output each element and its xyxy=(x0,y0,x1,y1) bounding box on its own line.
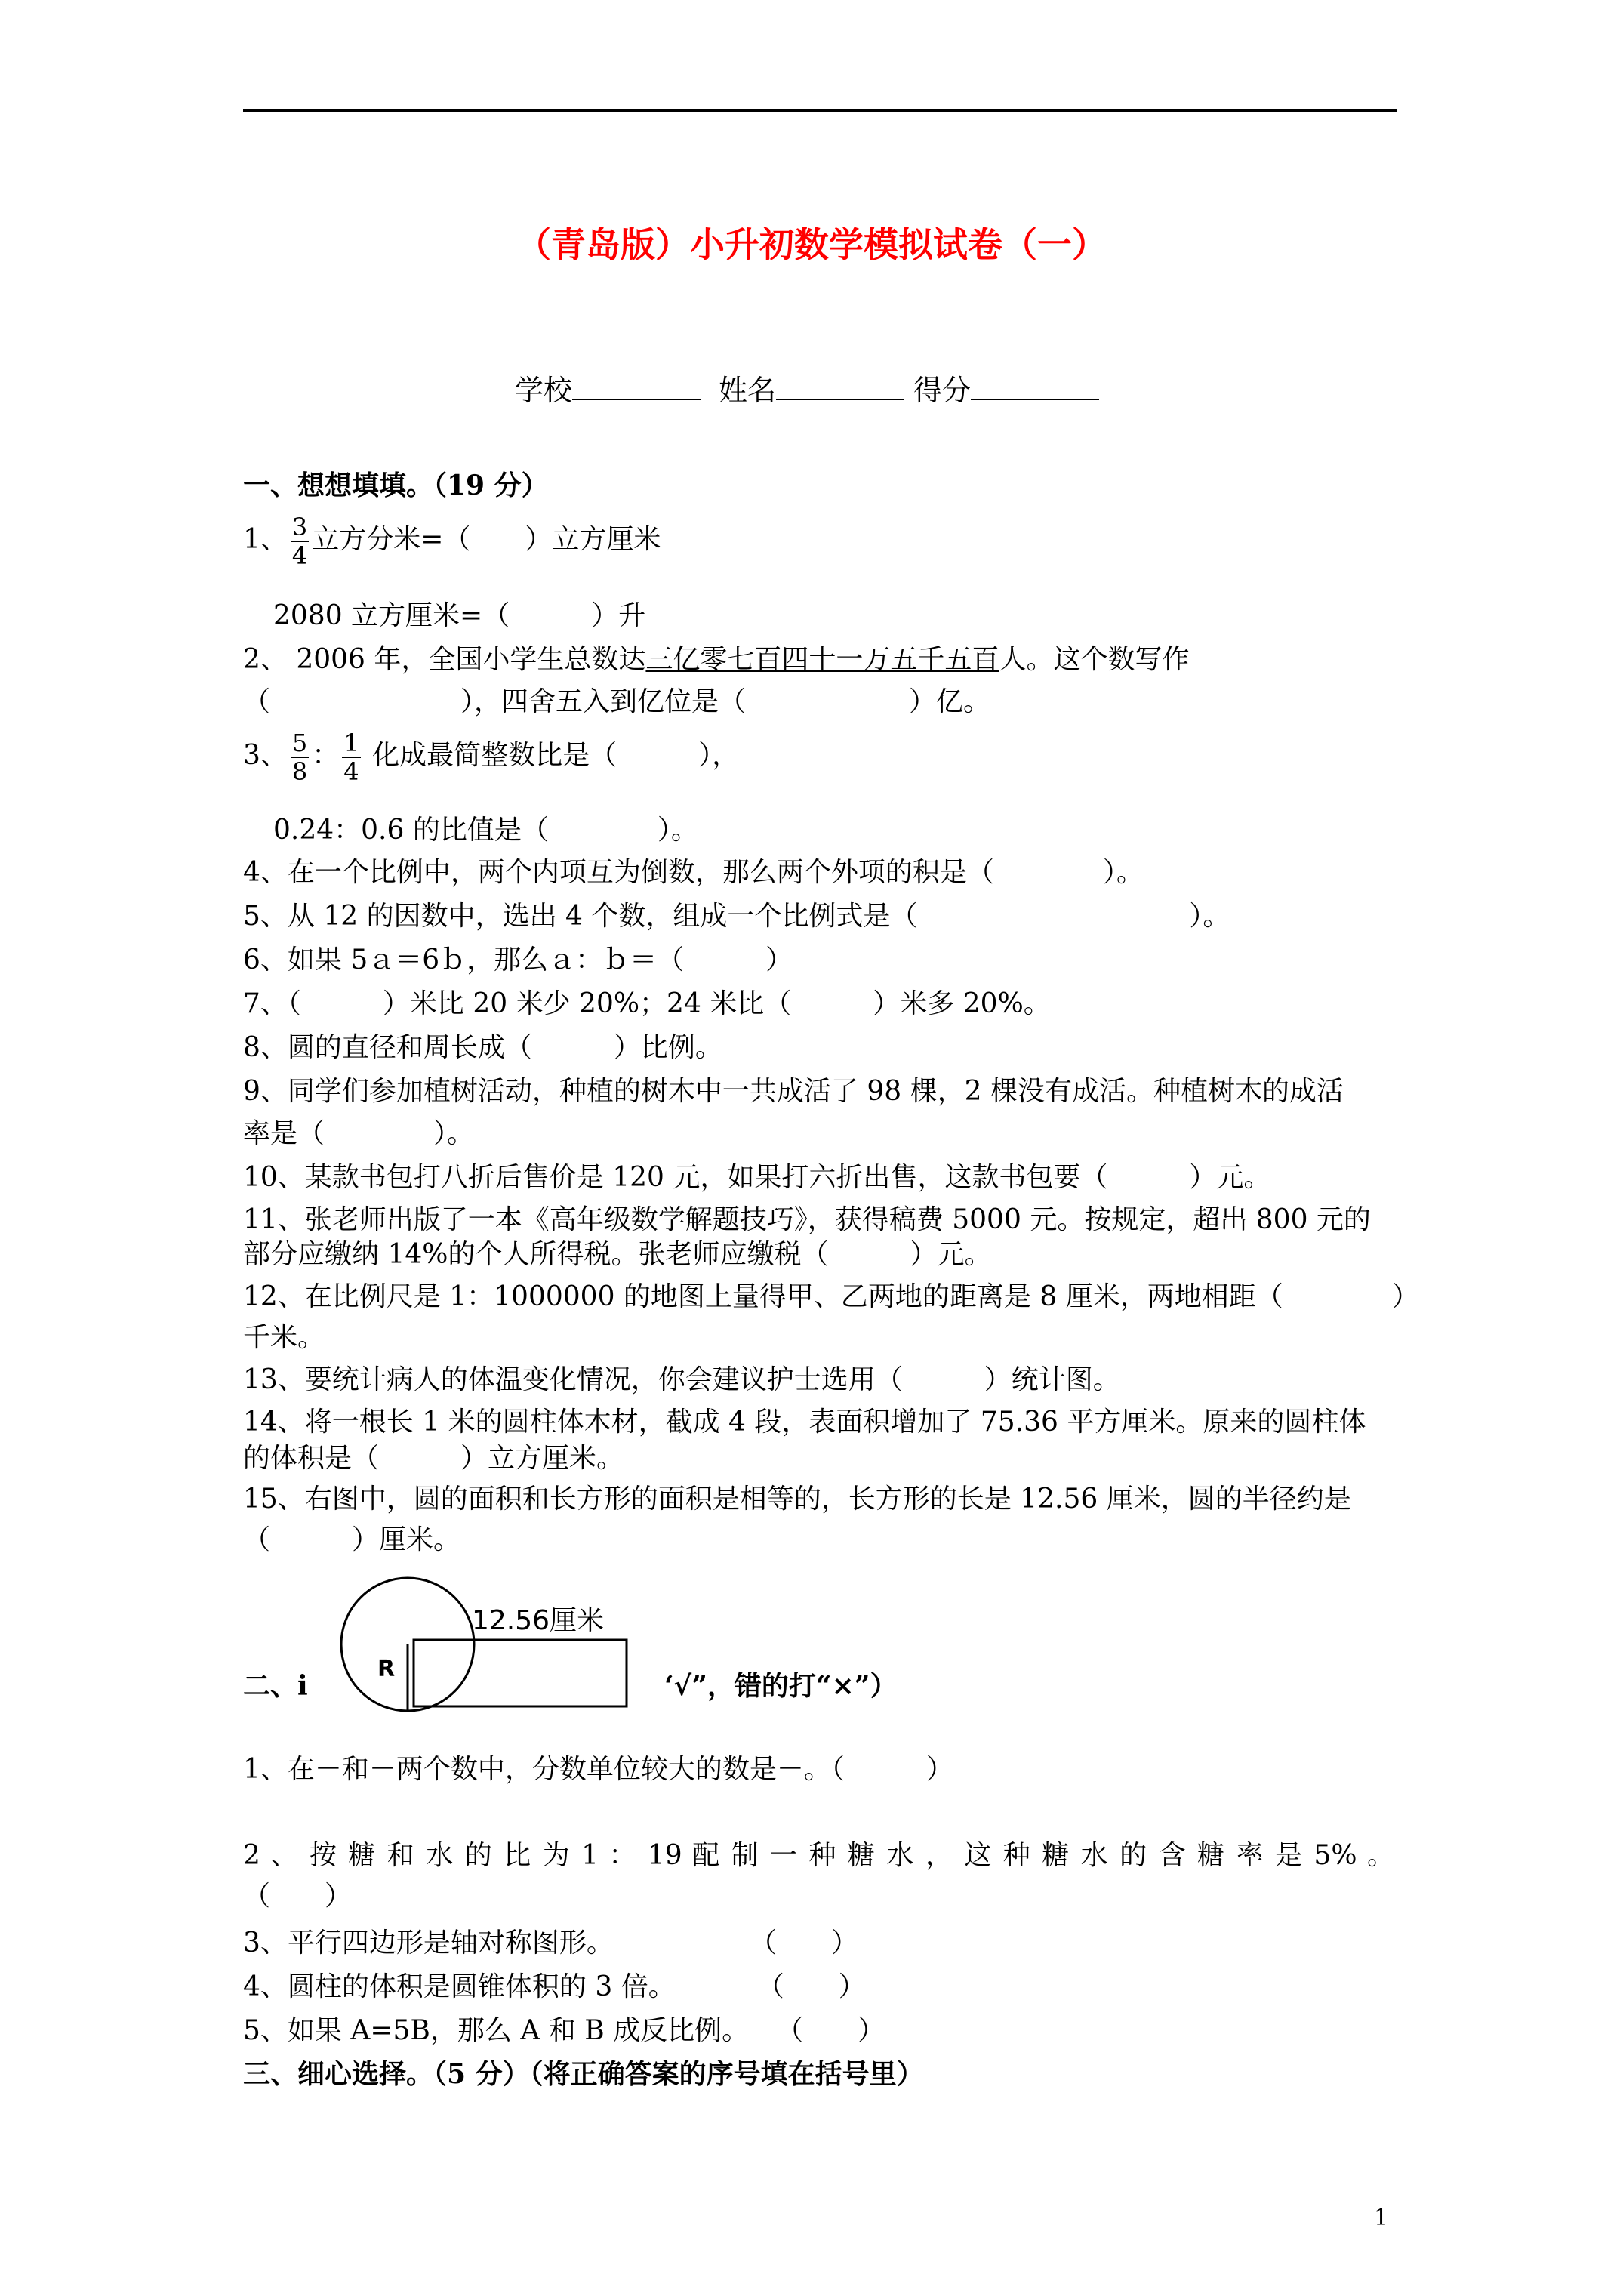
question-11: 11、张老师出版了一本《高年级数学解题技巧》，获得稿费 5000 元。按规定，超出 800 元的 xyxy=(243,1204,1371,1235)
tf-question-1: 1、在－和－两个数中，分数单位较大的数是－。（ ） xyxy=(243,1754,953,1785)
score-blank[interactable] xyxy=(971,373,1099,400)
section1-heading: 一、想想填填。（19 分） xyxy=(243,470,549,501)
question-15-line2: （ ）厘米。 xyxy=(243,1524,461,1555)
tf-question-2: 2 、 按 糖 和 水 的 比 为 1 ： 19 配 制 一 种 糖 水 ， 这 种 糖 水 的 含 糖 率 是 5% 。 xyxy=(243,1840,1394,1871)
question-6: 6、如果 5ａ＝6ｂ，那么ａ：ｂ＝（ ） xyxy=(243,945,793,975)
q2-text-part1: 2、 2006 年，全国小学生总数达 xyxy=(243,644,646,675)
question-5: 5、从 12 的因数中，选出 4 个数，组成一个比例式是（ ）。 xyxy=(243,901,1230,932)
q3-fraction-1 xyxy=(291,731,309,784)
question-7: 7、（ ）米比 20 米少 20%；24 米比（ ）米多 20%。 xyxy=(243,988,1051,1019)
school-blank[interactable] xyxy=(572,373,701,400)
q2-text-part2: 人。这个数写作 xyxy=(999,644,1190,675)
student-info-line xyxy=(0,367,1623,408)
question-14-line2: 的体积是（ ）立方厘米。 xyxy=(243,1443,624,1474)
q3-colon: ： xyxy=(312,740,340,771)
tf-question-3: 3、平行四边形是轴对称图形。 （ ） xyxy=(243,1928,858,1959)
question-14: 14、将一根长 1 米的圆柱体木材，截成 4 段，表面积增加了 75.36 平方厘米。原来的圆柱体 xyxy=(243,1407,1366,1438)
tf-question-5: 5、如果 A=5B，那么 A 和 B 成反比例。 （ ） xyxy=(243,2015,885,2046)
score-label: 得分 xyxy=(913,374,972,407)
figure-radius-label: R xyxy=(377,1656,396,1682)
page-number: 1 xyxy=(1374,2205,1389,2231)
q1-number: 1、 xyxy=(243,524,288,555)
q1-frac-denominator: 4 xyxy=(291,541,308,570)
top-rule xyxy=(243,109,1397,112)
q2-underlined-number: 三亿零七百四十一万五千五百 xyxy=(645,644,999,675)
question-9: 9、同学们参加植树活动，种植的树木中一共成活了 98 棵，2 棵没有成活。种植树木的成活 xyxy=(243,1076,1344,1107)
question-1 xyxy=(243,515,661,568)
question-9-line2: 率是（ ）。 xyxy=(243,1118,475,1149)
question-13: 13、要统计病人的体温变化情况，你会建议护士选用（ ）统计图。 xyxy=(243,1364,1120,1395)
question-4: 4、在一个比例中，两个内项互为倒数，那么两个外项的积是（ ）。 xyxy=(243,857,1144,888)
question-10: 10、某款书包打八折后售价是 120 元，如果打六折出售，这款书包要（ ）元。 xyxy=(243,1162,1271,1193)
question-11-line2: 部分应缴纳 14%的个人所得税。张老师应缴税（ ）元。 xyxy=(243,1239,992,1270)
q3-number: 3、 xyxy=(243,740,288,771)
circle-rectangle-figure xyxy=(332,1570,649,1721)
question-3 xyxy=(243,731,739,784)
q1-text: 立方分米=（ ）立方厘米 xyxy=(312,524,661,555)
tf-question-2-line2: （ ） xyxy=(243,1881,353,1912)
q3-frac2-denominator: 4 xyxy=(343,757,359,786)
tf-question-4: 4、圆柱的体积是圆锥体积的 3 倍。 （ ） xyxy=(243,1971,866,2002)
section3-heading: 三、细心选择。（5 分）（将正确答案的序号填在括号里） xyxy=(243,2058,924,2090)
question-12: 12、在比例尺是 1：1000000 的地图上量得甲、乙两地的距离是 8 厘米，两地相距（ ） xyxy=(243,1281,1419,1312)
q1-frac-numerator: 3 xyxy=(291,513,308,541)
question-15: 15、右图中，圆的面积和长方形的面积是相等的，长方形的长是 12.56 厘米，圆的半径约是 xyxy=(243,1484,1351,1515)
name-blank[interactable] xyxy=(776,373,904,400)
q3-frac1-numerator: 5 xyxy=(291,729,308,757)
question-8: 8、圆的直径和周长成（ ）比例。 xyxy=(243,1032,722,1063)
question-3-line2: 0.24：0.6 的比值是（ ）。 xyxy=(273,815,698,846)
section2-heading-left: 二、i xyxy=(243,1670,308,1702)
q1-fraction xyxy=(291,515,309,568)
section2-heading-right: ‘√”，错的打“×”） xyxy=(664,1670,898,1702)
question-12-line2: 千米。 xyxy=(243,1322,325,1353)
page-title: （青岛版）小升初数学模拟试卷（一） xyxy=(516,224,1107,265)
question-1-line2: 2080 立方厘米=（ ）升 xyxy=(273,600,646,631)
q3-frac2-numerator: 1 xyxy=(343,729,359,757)
question-2 xyxy=(243,643,1189,676)
q3-fraction-2 xyxy=(342,731,360,784)
q3-frac1-denominator: 8 xyxy=(291,757,308,786)
question-2-line2: （ ），四舍五入到亿位是（ ）亿。 xyxy=(243,686,991,717)
figure-rectangle xyxy=(414,1640,627,1706)
school-label: 学校 xyxy=(514,374,572,407)
q3-text: 化成最简整数比是（ ）， xyxy=(363,740,740,771)
figure-length-label: 12.56厘米 xyxy=(472,1605,605,1636)
name-label: 姓名 xyxy=(719,374,777,407)
